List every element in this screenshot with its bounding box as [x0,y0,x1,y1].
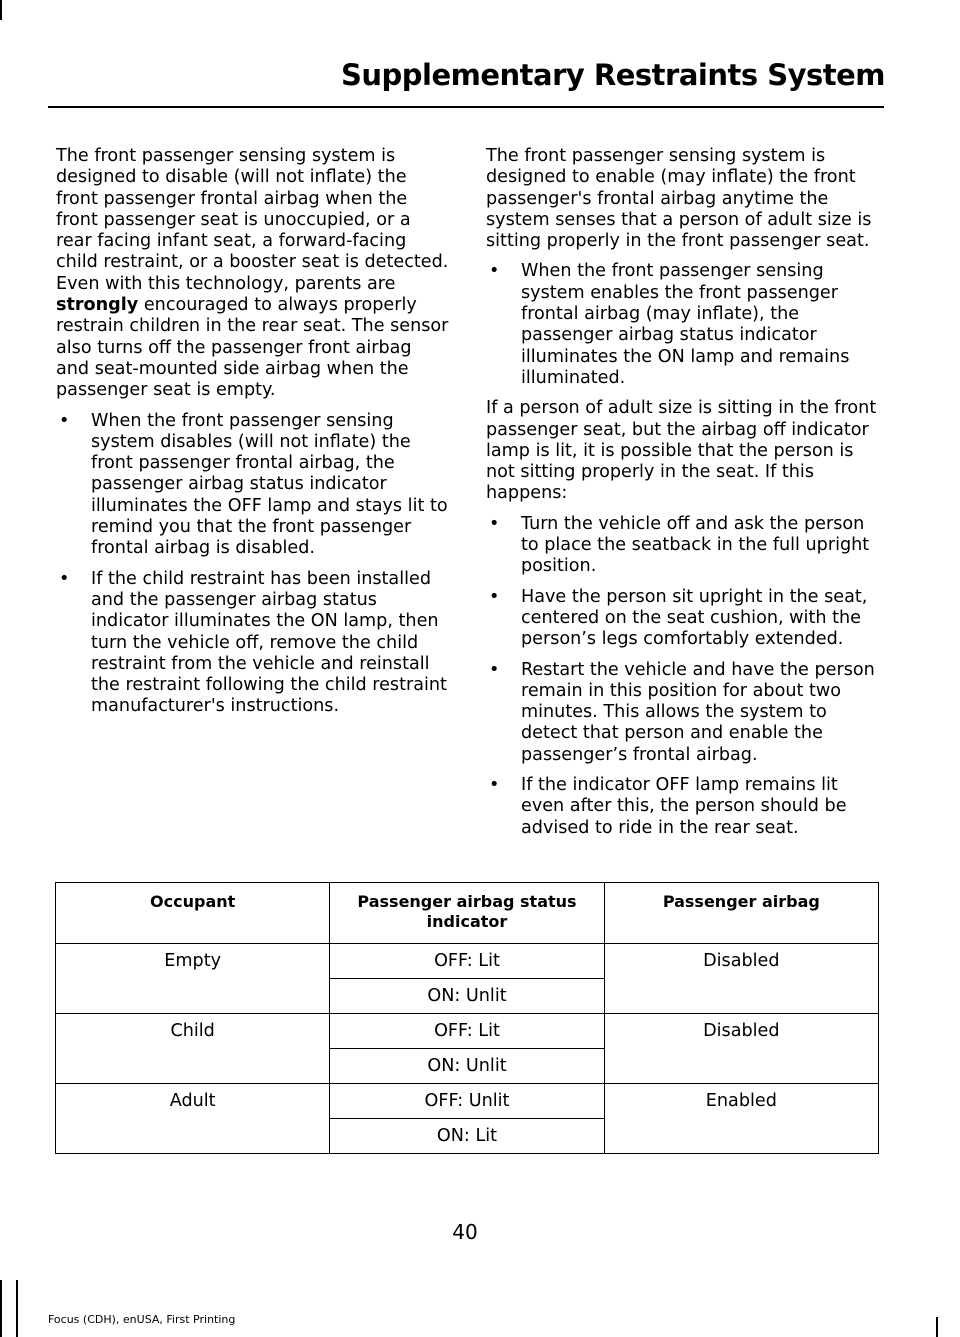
column-header-airbag: Passenger airbag [604,883,878,944]
bullet-icon: • [489,659,500,680]
left-column [56,146,450,727]
crop-mark [16,1280,18,1337]
intro-paragraph [56,146,450,402]
list-item-text: Have the person sit upright in the seat, centered on the seat cushion, with the person’s legs comfortably extended. [521,586,868,650]
bullet-icon: • [489,261,500,282]
list-item-text: Turn the vehicle off and ask the person to place the seatback in the full upright position. [521,513,870,577]
bullet-list [486,261,882,389]
list-item-text: If the indicator OFF lamp remains lit even after this, the person should be advised to ride in the rear seat. [521,775,847,838]
footer-text: Focus (CDH), enUSA, First Printing [48,1313,236,1326]
right-column [486,146,882,848]
bullet-icon: • [489,775,500,796]
airbag-cell: Enabled [604,1084,878,1154]
list-item-text: When the front passenger sensing system disables (will not inflate) the front passenger frontal airbag, the passenger airbag status indicator illuminates the OFF lamp and stays lit to remind you that the front passenger frontal airbag is disabled. [91,410,448,559]
bullet-icon: • [489,513,500,534]
crop-mark [936,1317,938,1337]
table-row [56,1084,879,1119]
occupant-cell: Adult [56,1084,330,1154]
table-row [56,1014,879,1049]
crop-mark [0,1280,2,1337]
list-item [486,261,882,389]
indicator-cell: ON: Unlit [330,979,604,1014]
column-header-occupant: Occupant [56,883,330,944]
title-divider [48,106,884,108]
page-title: Supplementary Restraints System [340,58,885,92]
occupant-cell: Empty [56,944,330,1014]
table-row [56,944,879,979]
bullet-list [486,514,882,839]
bullet-list [56,411,450,718]
airbag-cell: Disabled [604,944,878,1014]
list-item-text: If the child restraint has been installed and the passenger airbag status indicator illuminates the ON lamp, then turn the vehicle off, remove the child restraint from the vehicle and reinstall the restraint following the child restraint manufacturer's instructions. [91,568,447,717]
intro-text-continued: encouraged to always properly restrain children in the rear seat. The sensor also turns off the passenger front airbag and seat-mounted side airbag when the passenger seat is empty. [56,295,449,401]
intro-text: The front passenger sensing system is designed to disable (will not inflate) the front passenger frontal airbag when the front passenger seat is unoccupied, or a rear facing infant seat, a forward-facing child restraint, or a booster seat is detected. Even with this technology, parents are [56,146,449,294]
crop-mark [0,0,2,20]
list-item [486,587,882,651]
indicator-cell: OFF: Lit [330,1014,604,1049]
bullet-icon: • [59,568,70,589]
airbag-status-table [55,882,879,1154]
list-item [56,411,450,560]
table-header-row [56,883,879,944]
column-header-indicator: Passenger airbag status indicator [330,883,604,944]
indicator-cell: ON: Unlit [330,1049,604,1084]
indicator-cell: OFF: Unlit [330,1084,604,1119]
list-item-text: Restart the vehicle and have the person remain in this position for about two minutes. This allows the system to detect that person and enable the passenger’s frontal airbag. [521,659,875,765]
list-item [56,569,450,718]
page-number: 40 [452,1220,478,1244]
bullet-icon: • [489,586,500,607]
indicator-cell: ON: Lit [330,1119,604,1154]
list-item [486,775,882,839]
occupant-cell: Child [56,1014,330,1084]
emphasis-text: strongly [56,295,139,316]
list-item [486,660,882,766]
intro-paragraph: The front passenger sensing system is designed to enable (may inflate) the front passenger's frontal airbag anytime the system senses that a person of adult size is sitting properly in the front passenger seat. [486,146,872,252]
airbag-cell: Disabled [604,1014,878,1084]
bullet-icon: • [59,410,70,431]
indicator-cell: OFF: Lit [330,944,604,979]
list-item [486,514,882,578]
paragraph: If a person of adult size is sitting in the front passenger seat, but the airbag off indicator lamp is lit, it is possible that the person is not sitting properly in the seat. If this happens: [486,398,877,504]
list-item-text: When the front passenger sensing system enables the front passenger frontal airbag (may inflate), the passenger airbag status indicator illuminates the ON lamp and remains illuminated. [521,261,850,388]
